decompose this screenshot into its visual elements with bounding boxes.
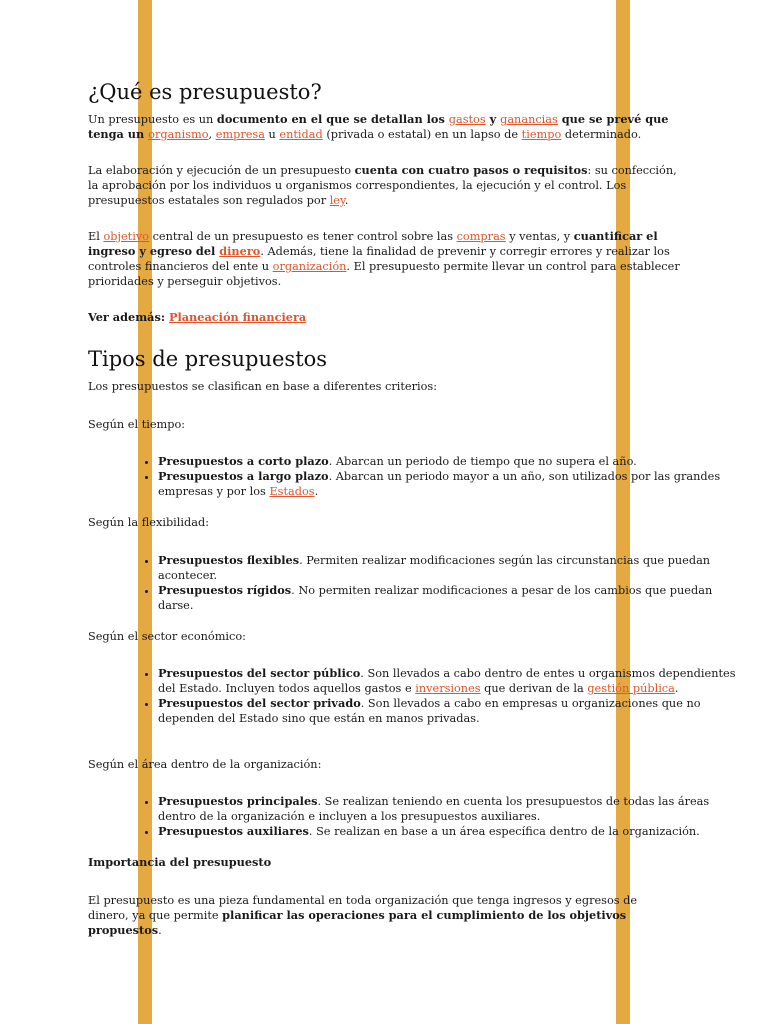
heading-importancia: Importancia del presupuesto [88, 855, 272, 869]
link-ganancias[interactable]: ganancias [500, 113, 558, 126]
decorative-stripe-left [138, 0, 152, 1024]
list-item: • Presupuestos a largo plazo. Abarcan un periodo mayor a un año, son utilizados por las grandes empresas y por los Estados. [158, 469, 750, 499]
list-item: • Presupuestos auxiliares. Se realizan en base a un área específica dentro de la organización. [158, 824, 750, 839]
link-entidad[interactable]: entidad [279, 128, 323, 141]
link-empresa[interactable]: empresa [215, 128, 265, 141]
link-inversiones[interactable]: inversiones [415, 682, 481, 695]
link-tiempo[interactable]: tiempo [521, 128, 562, 141]
list-item: • Presupuestos flexibles. Permiten realizar modificaciones según las circunstancias que puedan acontecer. [158, 553, 750, 583]
group-heading-flexibilidad: Según la flexibilidad: [88, 516, 210, 529]
link-compras[interactable]: compras [456, 230, 506, 243]
paragraph-intro: Los presupuestos se clasifican en base a diferentes criterios: [88, 380, 438, 393]
list-item: • Presupuestos del sector público. Son llevados a cabo dentro de entes u organismos dependientes del Estado. Incluyen todos aquellos gastos e inversiones que derivan de la gestión pública. [158, 666, 750, 696]
group-heading-area: Según el área dentro de la organización: [88, 758, 322, 771]
see-also: Ver además: Planeación financiera [88, 310, 307, 324]
link-dinero[interactable]: dinero [219, 244, 261, 258]
link-gastos[interactable]: gastos [448, 113, 486, 126]
list-flexibilidad [88, 553, 750, 613]
link-planeacion-financiera[interactable]: Planeación financiera [168, 310, 307, 324]
paragraph-objetivo: El objetivo central de un presupuesto es tener control sobre las compras y ventas, y cuantificar el ingreso y egreso del dinero. Además, tiene la finalidad de prevenir y corregir errores y realizar los controles financieros del ente u organización. El presupuesto permite llevar un control para establecer prioridades y perseguir objetivos. [88, 229, 680, 288]
link-organismo[interactable]: organismo [148, 128, 209, 141]
link-objetivo[interactable]: objetivo [103, 230, 150, 243]
paragraph-importancia: El presupuesto es una pieza fundamental en toda organización que tenga ingresos y egresos de dinero, ya que permite planificar las operaciones para el cumplimiento de los objetivos propuestos. [88, 894, 638, 937]
list-item: • Presupuestos a corto plazo. Abarcan un periodo de tiempo que no supera el año. [158, 454, 750, 469]
section-title-tipos: Tipos de presupuestos [88, 347, 328, 371]
link-estados[interactable]: Estados [269, 485, 315, 498]
group-heading-tiempo: Según el tiempo: [88, 418, 186, 431]
list-item: • Presupuestos rígidos. No permiten realizar modificaciones a pesar de los cambios que puedan darse. [158, 583, 750, 613]
decorative-stripe-right [616, 0, 630, 1024]
paragraph-elaboracion: La elaboración y ejecución de un presupuesto cuenta con cuatro pasos o requisitos: su confección, la aprobación por los individuos u organismos correspondientes, la ejecución y el control. Los presupuestos estatales son regulados por ley. [88, 163, 677, 207]
paragraph-definition: Un presupuesto es un documento en el que se detallan los gastos y ganancias que se prevé que tenga un organismo, empresa u entidad (privada o estatal) en un lapso de tiempo determinado. [88, 112, 669, 141]
list-area [88, 794, 750, 839]
list-tiempo [88, 454, 750, 499]
link-ley[interactable]: ley [329, 194, 345, 207]
list-item: • Presupuestos principales. Se realizan teniendo en cuenta los presupuestos de todas las áreas dentro de la organización e incluyen a los presupuestos auxiliares. [158, 794, 750, 824]
list-item: • Presupuestos del sector privado. Son llevados a cabo en empresas u organizaciones que no dependen del Estado sino que están en manos privadas. [158, 696, 750, 726]
section-title-que-es: ¿Qué es presupuesto? [88, 80, 322, 104]
link-organizacion[interactable]: organización [272, 260, 347, 273]
group-heading-sector: Según el sector económico: [88, 630, 246, 643]
link-gestion-publica[interactable]: gestión pública [587, 682, 675, 695]
list-sector [88, 666, 750, 726]
